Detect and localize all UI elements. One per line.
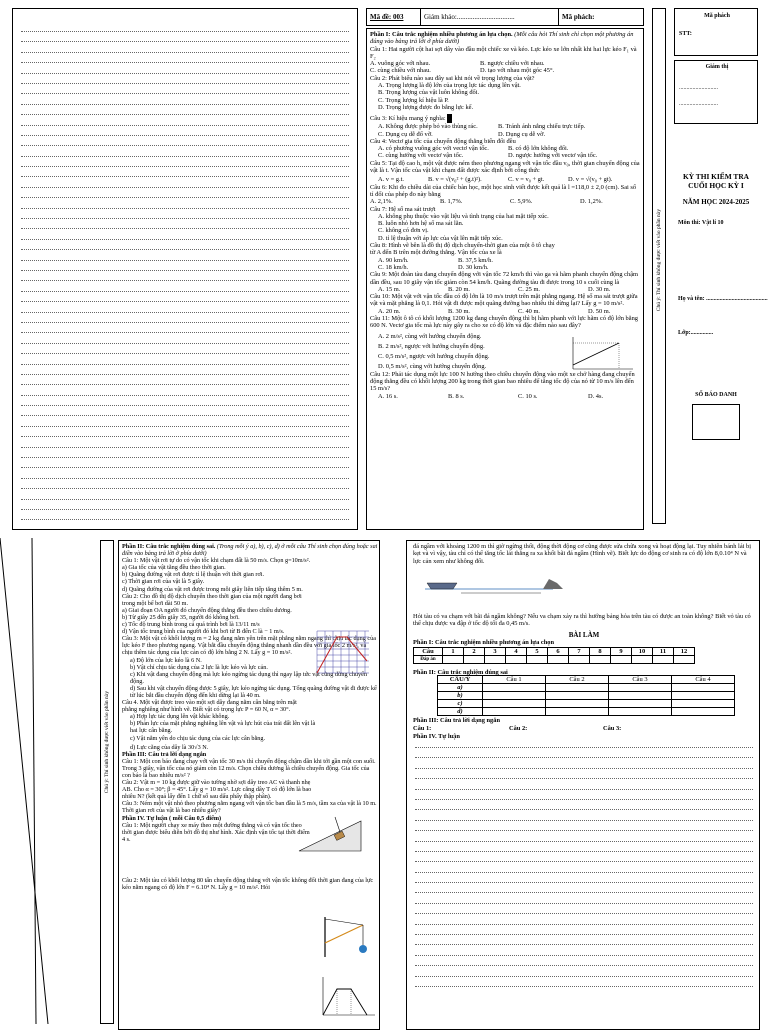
p1-q6-c: C. 5,9%. <box>510 198 533 206</box>
answer-cell[interactable] <box>611 656 632 664</box>
exam-header <box>366 8 644 26</box>
answer-cell[interactable] <box>632 656 653 664</box>
p2-q1-c: c) Thời gian rơi của vật là 5 giây. <box>122 578 205 586</box>
p1-q3: Câu 3: Kí hiệu mang ý nghĩa: <box>370 115 446 123</box>
dotted-line <box>415 757 753 758</box>
p2-q1-a: a) Gia tốc của vật tăng đều theo thời gian. <box>122 564 226 572</box>
dotted-line <box>21 405 349 406</box>
p2-q3-b: b) Vật chỉ chịu tác dụng của 2 lực là lực kéo và lực cản. <box>130 663 268 671</box>
dotted-line <box>21 73 349 74</box>
p3-c1-label: Câu 1: <box>413 725 432 732</box>
q-number: 11 <box>653 648 674 656</box>
answer-cell[interactable] <box>609 708 672 716</box>
p2-header: Câu 3 <box>609 676 672 684</box>
part2-answer-table <box>437 675 735 716</box>
p2-q1-d: d) Quãng đường của vật rơi được trong mỗi giây liên tiếp tăng thêm 5 m. <box>122 585 303 593</box>
exam-page-1 <box>366 8 644 530</box>
dotted-line <box>21 478 349 479</box>
p2-q3: Câu 3: Một vật có khối lượng m = 2 kg đang nằm yên trên mặt phẳng nằm ngang thì chịu tác dụng của lực kéo F theo phương ngang. Vật bắt đầu chuyển động thẳng nhanh dần đều với gia tốc 2 m/s², và chịu thêm tác dụng của lực cản có độ lớn bằng 2 N. Lấy g = 10 m/s². <box>122 635 376 657</box>
p1-q2-d: D. Trọng lượng được đo bằng lực kế. <box>378 103 474 111</box>
dotted-line <box>21 93 349 94</box>
q-number: 3 <box>485 648 506 656</box>
dotted-line <box>21 384 349 385</box>
fragile-glass-icon <box>447 114 452 123</box>
q-number: 4 <box>506 648 527 656</box>
school-year: NĂM HỌC 2024-2025 <box>682 198 750 206</box>
p1-q12-d: D. 4s. <box>588 392 604 400</box>
p1-q4-d: D. ngược hướng với vectơ vận tốc. <box>508 152 598 160</box>
vertical-strip <box>652 8 666 524</box>
p1-q2-c: C. Trọng lượng kí hiệu là P. <box>378 96 449 104</box>
answer-cell[interactable] <box>485 656 506 664</box>
dotted-line <box>21 187 349 188</box>
dotted-line <box>21 447 349 448</box>
p1-q11-a: A. 2 m/s², cùng với hướng chuyển động. <box>378 332 482 340</box>
candidate-name-field[interactable]: Họ và tên: ......................................... <box>678 296 768 302</box>
answer-cell[interactable] <box>590 656 611 664</box>
answer-cell[interactable] <box>546 700 609 708</box>
dotted-line <box>21 364 349 365</box>
p1-q7-c: C. không có đơn vị. <box>378 227 429 235</box>
dotted-line <box>415 872 753 873</box>
answer-cell[interactable] <box>546 692 609 700</box>
dotted-line <box>415 799 753 800</box>
p1-q11: Câu 11: Một ô tô có khối lượng 1200 kg đang chuyển động thì bị hãm phanh với lực hãm có độ lớn bằng 600 N. Vectơ gia tốc mà lực này gây ra cho xe có độ lớn và đặc điểm nào sau đây? <box>370 314 638 330</box>
p2-q2-b: b) Từ giây 25 đến giây 35, người đó không bơi. <box>122 613 240 621</box>
answer-cell[interactable] <box>483 692 546 700</box>
writing-lines <box>21 31 349 530</box>
dotted-line <box>21 145 349 146</box>
dotted-line <box>415 965 753 966</box>
p1-q11-d: D. 0,5 m/s², cùng với hướng chuyển động. <box>378 363 487 371</box>
p2-q4-c: c) Vật nằm yên do chịu tác dụng của các lực cân bằng. <box>130 734 266 742</box>
dotted-line <box>415 830 753 831</box>
answer-cell[interactable] <box>527 656 548 664</box>
answer-p2-title: Phần II: Câu trắc nghiệm đúng sai <box>413 669 508 676</box>
dotted-line <box>21 343 349 344</box>
p1-q6-b: B. 1,7%. <box>440 198 463 206</box>
vertical-strip-2 <box>100 540 114 1024</box>
dotted-line <box>21 208 349 209</box>
p1-q1-b: B. ngược chiều với nhau. <box>480 60 545 68</box>
binding-cut-lines <box>0 538 100 1024</box>
dotted-line <box>21 467 349 468</box>
answer-p1-title: Phần I: Câu trắc nghiệm nhiều phương án lựa chọn <box>413 639 555 646</box>
dotted-line <box>21 280 349 281</box>
sbd-label: SỐ BÁO DANH <box>695 392 737 398</box>
dotted-line <box>415 747 753 748</box>
exam-page-3 <box>406 540 760 1030</box>
ma-phach-label: Mã phách <box>704 13 730 19</box>
answer-cell[interactable] <box>653 656 674 664</box>
answer-p3-title: Phần III: Câu trả lời dạng ngắn <box>413 717 500 724</box>
answer-cell[interactable] <box>672 684 735 692</box>
p1-q12-c: C. 10 s. <box>518 392 538 400</box>
part1-title: Phần I: Câu trắc nghiệm nhiều phương án lựa chọn. <box>370 31 513 38</box>
dotted-line <box>415 861 753 862</box>
dotted-line <box>21 166 349 167</box>
p1-q9: Câu 9: Một đoàn tàu đang chuyển động với vận tốc 72 km/h thì vào ga và hãm phanh chuyển động chậm dần đều, sau 10 giây vận tốc giảm còn 54 km/h. Quãng đường tàu đi được trong 10 s cuối cùng là <box>370 271 639 286</box>
p2-q4-a: a) Hợp lực tác dụng lên vật khác không. <box>130 713 230 721</box>
sbd-box[interactable] <box>692 404 740 440</box>
p1-q4-b: B. có độ lớn không đổi. <box>508 145 569 153</box>
q-number: 5 <box>527 648 548 656</box>
dotted-line <box>21 426 349 427</box>
p1-q2: Câu 2: Phát biểu nào sau đây sai khi nói về trọng lượng của vật? <box>370 74 535 82</box>
part4-title: Phần IV. Tự luận ( mỗi Câu 0,5 điểm) <box>122 814 222 822</box>
answer-cell[interactable] <box>443 656 464 664</box>
answer-cell[interactable] <box>672 692 735 700</box>
dotted-line <box>21 52 349 53</box>
p1-q4-a: A. có phương vuông góc với vectơ vận tốc. <box>378 145 489 153</box>
answer-cell[interactable] <box>609 700 672 708</box>
answer-cell[interactable] <box>483 708 546 716</box>
answer-cell[interactable] <box>483 684 546 692</box>
part2-title: Phần II: Câu trắc nghiệm đúng sai. <box>122 543 216 550</box>
p1-q8: Câu 8: Hình vẽ bên là đồ thị độ dịch chuyển-thời gian của một ô tô chạy từ A đến B trên một đường thẳng. Vận tốc của xe là <box>370 242 555 257</box>
dotted-line <box>21 114 349 115</box>
answer-cell[interactable] <box>546 684 609 692</box>
dotted-line <box>21 83 349 84</box>
answer-cell[interactable] <box>483 700 546 708</box>
p2-header: Câu 1 <box>483 676 546 684</box>
q8-displacement-graph <box>567 335 635 373</box>
p1-q9-c: C. 25 m. <box>518 285 541 293</box>
p2-row-label: c) <box>438 700 483 708</box>
dotted-line <box>21 270 349 271</box>
p1-q5-b: B. v = √(v₀² + (g.t)²). <box>428 176 482 184</box>
p1-q11-c: C. 0,5 m/s², ngược với hướng chuyển động. <box>378 353 490 361</box>
part1-note: (Mỗi câu hỏi Thí sinh chỉ chọn một phương án đúng vào bảng trả lời ở phía dưới) <box>370 31 634 46</box>
p3-q3: Câu 3: Ném một vật nhỏ theo phương nằm ngang với vận tốc ban đầu là 5 m/s, tầm xa của vật là 10 m. Thời gian rơi của vật là bao nhiêu giây? <box>122 800 377 815</box>
answer-cell[interactable] <box>672 708 735 716</box>
p1-q7-d: D. tỉ lệ thuận với áp lực của vật lên mặt tiếp xúc. <box>378 234 503 242</box>
p1-q6-d: D. 1,2%. <box>580 198 603 206</box>
incline-figure <box>295 815 365 855</box>
p1-q2-b: B. Trọng lượng của vật luôn không đổi. <box>378 89 480 97</box>
p2-q4-b: b) Phản lực của mặt phẳng nghiêng lên vật và lực hút của trái đất lên vật là hai lực cân bằng. <box>130 720 316 735</box>
p4-q2-intro: đá ngầm với khoảng 1200 m thì giờ ngừng thổi, động thời động cơ cũng được sửa chữa xong và hoạt động lại. Tuy nhiên bánh lái bị kẹt và vì vậy, tàu chỉ có thể tăng tốc lái thẳng ra xa khối bãi đá ngầm (Hình vẽ). Biết lực do động cơ sinh ra có độ lớn 8,0.10⁴ N và lực cản xem như không đổi. <box>413 543 751 565</box>
dotted-line <box>21 499 349 500</box>
p3-c2-label: Câu 2: <box>509 725 528 732</box>
p4-q1: Câu 1: Một người chạy xe máy theo một đường thẳng và có vận tốc theo thời gian được biểu diễn bởi đồ thị như hình. Xác định vận tốc tại thời điểm 4 s. <box>122 821 310 843</box>
p1-q8-b: B. 37,5 km/h. <box>458 256 493 264</box>
ma-phach-box <box>674 8 758 56</box>
p1-q12: Câu 12: Phải tác dụng một lực 100 N hướng theo chiều chuyển động vào một xe chở hàng đang chuyển động thẳng đều có khối lượng 200 kg trong thời gian bao nhiêu để tăng tốc độ của nó từ 10 m/s lên đến 15 m/s? <box>370 370 635 393</box>
dotted-line <box>21 291 349 292</box>
answer-cell[interactable] <box>609 692 672 700</box>
q-number: 2 <box>464 648 485 656</box>
dotted-line <box>21 436 349 437</box>
p1-q5-a: A. v = g.t. <box>378 176 404 184</box>
p1-q12-a: A. 16 s. <box>378 392 398 400</box>
dotted-line <box>21 62 349 63</box>
dotted-line <box>21 332 349 333</box>
part2-row <box>438 692 735 700</box>
p1-q9-a: A. 15 m. <box>378 285 401 293</box>
examiner-field: Giám khảo:................................. <box>421 9 559 25</box>
p1-q6: Câu 6: Khi đo chiều dài của chiếc bàn học, một học sinh viết được kết quả là l =118,0 ± 2,0 (cm). Sai số tỉ đối của phép đo này bằng <box>370 183 637 198</box>
q-number: 8 <box>590 648 611 656</box>
answer-lines-sheet <box>12 8 358 530</box>
answer-cell[interactable] <box>506 656 527 664</box>
answer-cell[interactable] <box>464 656 485 664</box>
dotted-line <box>21 176 349 177</box>
p2-q2-d: d) Vận tốc trung bình của người đó khi bơi từ B đến C là − 1 m/s. <box>122 628 285 636</box>
answer-cell[interactable] <box>548 656 569 664</box>
part1-box <box>366 28 644 530</box>
p1-q5: Câu 5: Tại độ cao h, một vật được ném theo phương ngang với vận tốc đầu v₀, thời gian chuyển động của vật là t. Vận tốc của vật khi chạm đất được xác định bởi công thức <box>370 159 640 175</box>
part1-answer-table <box>413 647 695 664</box>
p1-q6-a: A. 2,1%. <box>370 198 393 206</box>
p1-q1: Câu 1: Hai người cột hai sợi dây vào đầu một chiếc xe và kéo. Lực kéo xe lớn nhất khi hai lực kéo F₁ và F₂ <box>370 45 637 60</box>
giam-thi-sign-2: .......................... <box>679 101 718 107</box>
dotted-line <box>21 260 349 261</box>
dap-an-header: Đáp án <box>414 656 443 664</box>
p2-q3-c: c) Khi vật đang chuyển động mà lực kéo ngừng tác dụng thì ngay lập tức vật cũng dừng chuyển động. <box>130 670 367 685</box>
p1-q3-c: C. Dụng cụ dễ đổ vỡ. <box>378 130 433 138</box>
p2-q1: Câu 1: Một vật rơi tự do có vận tốc khi chạm đất là 50 m/s. Chọn g=10m/s². <box>122 557 311 565</box>
dotted-line <box>21 41 349 42</box>
bai-lam-title: BÀI LÀM <box>568 631 600 639</box>
dotted-line <box>21 322 349 323</box>
dotted-line <box>21 156 349 157</box>
answer-cell[interactable] <box>672 700 735 708</box>
p1-q1-d: D. tạo với nhau một góc 45°. <box>480 67 555 75</box>
answer-cell[interactable] <box>546 708 609 716</box>
dotted-line <box>21 228 349 229</box>
dotted-line <box>21 488 349 489</box>
dotted-line <box>21 353 349 354</box>
dotted-line <box>21 519 349 520</box>
dotted-line <box>21 395 349 396</box>
dotted-line <box>21 249 349 250</box>
p1-q8-d: D. 30 km/h. <box>458 263 489 271</box>
part3-title: Phần III: Câu trả lời dạng ngắn <box>122 750 207 758</box>
dotted-line <box>415 841 753 842</box>
p1-q7-a: A. không phụ thuộc vào vật liệu và tình trạng của hai mặt tiếp xúc. <box>378 212 549 220</box>
p1-q9-b: B. 20 m. <box>448 285 471 293</box>
swimmer-graph <box>313 627 371 677</box>
dotted-line <box>415 778 753 779</box>
p2-q3-d: d) Sau khi vật chuyển động được 5 giây, lực kéo ngừng tác dụng. Tổng quãng đường vật đi được kể từ lúc bắt đầu chuyển động đến khi dừng lại là 40 m. <box>130 684 377 699</box>
p2-row-label: b) <box>438 692 483 700</box>
candidate-side-panel <box>652 8 768 524</box>
dotted-line <box>21 415 349 416</box>
p3-q2: Câu 2: Vật m = 10 kg được giữ vào tường nhờ sợi dây treo AC và thanh nhẹ AB. Cho α = 30°; β = 45°. Lấy g = 10 m/s². Lực căng dây T có độ lớn là bao nhiêu N? (kết quả lấy đến 1 chữ số sau dấu phẩy thập phân). <box>122 779 312 801</box>
dotted-line <box>415 944 753 945</box>
p1-q8-a: A. 90 km/h. <box>378 256 409 264</box>
dotted-line <box>415 913 753 914</box>
dotted-line <box>415 986 753 987</box>
dotted-line <box>21 301 349 302</box>
p1-q9-d: D. 30 m. <box>588 285 611 293</box>
answer-cell[interactable] <box>569 656 590 664</box>
dotted-line <box>21 125 349 126</box>
p2-q3-a: a) Độ lớn của lực kéo là 6 N. <box>130 656 202 664</box>
q-number: 10 <box>632 648 653 656</box>
dotted-line <box>415 955 753 956</box>
class-field[interactable]: Lớp:............... <box>678 330 714 336</box>
p1-q10: Câu 10: Một vật với vận tốc đầu có độ lớn là 10 m/s trượt trên mặt phẳng ngang. Hệ số ma sát trượt giữa vật và mặt phẳng là 0,1. Hỏi vật đi được một quãng đường bao nhiêu thì dừng lại? Lấy g = 10 m/s². <box>370 293 638 308</box>
giam-thi-sign-1: .......................... <box>679 85 718 91</box>
p1-q10-b: B. 30 m. <box>448 307 471 315</box>
q-number: 7 <box>569 648 590 656</box>
dotted-line <box>415 924 753 925</box>
answer-p4-title: Phần IV. Tự luận <box>413 733 460 740</box>
p1-q8-c: C. 18 km/h. <box>378 263 409 271</box>
exam-title: KỲ THI KIỂM TRA CUỐI HỌC KỲ I <box>682 172 750 190</box>
answer-cell[interactable] <box>674 656 695 664</box>
p2-q4-d: d) Lực căng của dây là 30√3 N. <box>130 743 209 751</box>
p2-row-label: d) <box>438 708 483 716</box>
ma-phach-field: Mã phách: <box>562 13 595 21</box>
p2-row-label: a) <box>438 684 483 692</box>
p2-q2: Câu 2: Cho đồ thị độ dịch chuyển theo thời gian của một người đang bơi trong một bể bơi dài 50 m. <box>122 592 302 607</box>
dotted-line <box>21 374 349 375</box>
p3-q1: Câu 1: Một con báo đang chạy với vận tốc 30 m/s thì chuyển động chậm dần khi tới gần một con suối. Trong 3 giây, vận tốc của nó giảm còn 12 m/s. Chọn chiều dương là chiều chuyển động. Gia tốc của con báo là bao nhiêu m/s² ? <box>122 757 376 779</box>
part2-row <box>438 684 735 692</box>
p2-q4: Câu 4. Một vật được treo vào một sợi dây đang nằm cân bằng trên mặt phẳng nghiêng như hình vẽ. Biết vật có trọng lực P = 60 N, α = 30°. <box>122 699 297 714</box>
p1-q3-b: B. Tránh ánh nắng chiếu trực tiếp. <box>498 123 586 131</box>
p2-q2-c: c) Tốc độ trung bình trong cả quá trình bơi là 13/11 m/s <box>122 621 260 629</box>
subject-label: Môn thi: Vật lí 10 <box>678 220 724 226</box>
cau-header: Câu <box>414 648 443 656</box>
p2-q1-b: b) Quãng đường vật rơi được tỉ lệ thuận với thời gian rơi. <box>122 571 264 579</box>
dotted-line <box>21 218 349 219</box>
p2-header: Câu 2 <box>546 676 609 684</box>
dotted-line <box>415 903 753 904</box>
wall-rod-figure <box>319 915 375 959</box>
dotted-line <box>21 312 349 313</box>
dotted-line <box>21 104 349 105</box>
dotted-line <box>21 509 349 510</box>
p1-q2-a: A. Trọng lượng là độ lớn của trọng lực tác dụng lên vật. <box>378 82 521 90</box>
part1-answer-row <box>414 656 695 664</box>
answer-cell[interactable] <box>609 684 672 692</box>
p1-q4: Câu 4: Vectơ gia tốc của chuyển động thẳng biến đổi đều <box>370 137 516 145</box>
essay-writing-lines[interactable] <box>415 747 753 996</box>
p1-q7: Câu 7: Hệ số ma sát trượt <box>370 205 436 213</box>
giam-thi-label: Giám thị <box>705 64 729 70</box>
exam-page-2 <box>118 540 380 1030</box>
part2-row <box>438 700 735 708</box>
p1-q3-a: A. Không được phép bỏ vào thùng rác. <box>378 123 478 131</box>
dotted-line <box>415 882 753 883</box>
p3-c3-label: Câu 3: <box>603 725 622 732</box>
dotted-line <box>415 934 753 935</box>
dotted-line <box>21 197 349 198</box>
p1-q3-d: D. Dụng cụ dễ vỡ. <box>498 130 546 138</box>
part2-note: (Trong mỗi ý a), b), c), d) ở mỗi câu Thí sinh chọn đúng hoặc sai điền vào bảng trả lời ở phía dưới) <box>122 543 378 558</box>
dotted-line <box>415 820 753 821</box>
q-number: 9 <box>611 648 632 656</box>
p1-q1-a: A. vuông góc với nhau. <box>370 60 431 68</box>
p4-q2: Câu 2: Một tàu có khối lượng 80 tấn chuyển động thẳng với vận tốc không đổi thời gian đang của lực kéo nằm ngang có độ lớn F = 6.10⁴ N. Lấy g = 10 m/s². Hỏi <box>122 876 374 892</box>
p2-header: CÂU/Ý <box>438 676 483 684</box>
q-number: 12 <box>674 648 695 656</box>
dotted-line <box>415 892 753 893</box>
dotted-line <box>415 851 753 852</box>
part2-row <box>438 708 735 716</box>
p1-q5-c: C. v = v₀ + gt. <box>508 176 545 184</box>
dotted-line <box>21 457 349 458</box>
p2-header: Câu 4 <box>672 676 735 684</box>
velocity-time-graph <box>317 975 377 1021</box>
dotted-line <box>415 976 753 977</box>
stt-label: STT: <box>679 31 692 37</box>
p4-q2-question: Hỏi tàu có va chạm với bãi đá ngầm không? Nếu va chạm xảy ra thì hướng bảng hỏa trên tàu có được an toàn không? Biết vỏ tàu có thể chịu được va đập ở tốc độ tối đa 0,45 m/s. <box>413 613 751 628</box>
dotted-line <box>21 239 349 240</box>
p1-q11-b: B. 2 m/s², ngược với hướng chuyển động. <box>378 342 485 350</box>
p1-q1-c: C. cùng chiều với nhau. <box>370 67 431 75</box>
p1-q7-b: B. luôn nhỏ hơn hệ số ma sát lăn. <box>378 220 464 228</box>
p1-q10-d: D. 50 m. <box>588 307 611 315</box>
q-number: 6 <box>548 648 569 656</box>
dotted-line <box>415 789 753 790</box>
q-number: 1 <box>443 648 464 656</box>
dotted-line <box>21 135 349 136</box>
dotted-line <box>415 809 753 810</box>
p2-q2-a: a) Giai đoạn OA người đó chuyển động thẳng đều theo chiều dương. <box>122 606 292 614</box>
do-not-write-note: Chú ý: Thí sinh không được viết vào phần này <box>656 209 662 312</box>
ship-reef-figure <box>421 571 571 599</box>
dotted-line <box>415 768 753 769</box>
do-not-write-note-2: Chú ý: Thí sinh không được viết vào phần này <box>104 691 110 794</box>
exam-code: Mã đề: 003 <box>367 9 421 25</box>
part1-number-row <box>414 648 695 656</box>
dotted-line <box>21 31 349 32</box>
p1-q5-d: D. v = √(v₀ + gt). <box>568 176 613 184</box>
p1-q10-c: C. 40 m. <box>518 307 541 315</box>
p1-q10-a: A. 20 m. <box>378 307 401 315</box>
p1-q12-b: B. 8 s. <box>448 392 465 400</box>
giam-thi-box <box>674 60 758 124</box>
p1-q4-c: C. cùng hướng với vectơ vận tốc. <box>378 152 464 160</box>
part2-header-row <box>438 676 735 684</box>
